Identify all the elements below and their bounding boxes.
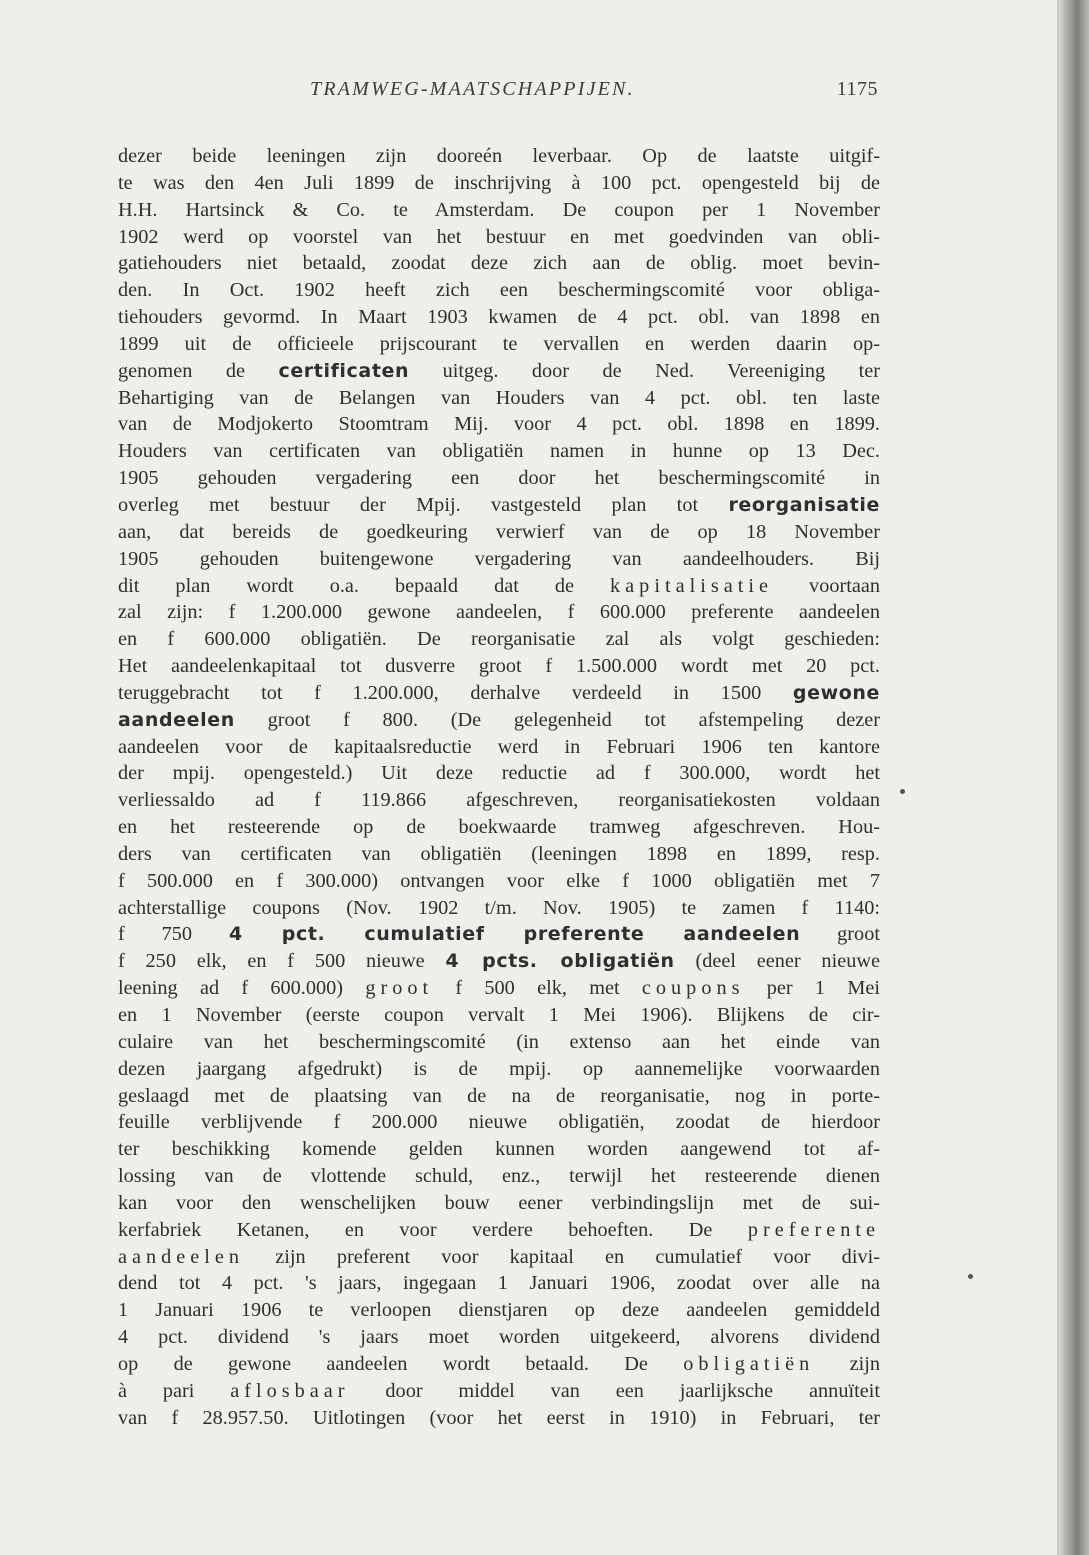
text-segment: groot f 800. (De gelegenheid tot afstempeling dezer [234,708,880,731]
text-segment: per 1 Mei [744,977,880,1000]
text-line [118,1378,880,1405]
text-line: geslaagd met de plaatsing van de na de reorganisatie, nog in porte- [118,1084,880,1107]
text-segment: à pari [118,1379,231,1402]
text-line: 1905 gehouden vergadering een door het beschermingscomité in [118,467,880,490]
text-segment: f 250 elk, en f 500 nieuwe [118,950,446,973]
text-line: feuille verblijvende f 200.000 nieuwe obligatiën, zoodat de hierdoor [118,1111,880,1134]
spaced-term: groot [365,977,434,1000]
text-line: Houders van certificaten van obligatiën namen in hunne op 13 Dec. [118,440,880,463]
text-line: kan voor den wenschelijken bouw eener verbindingslijn met de sui- [118,1191,880,1214]
text-line: aandeelen voor de kapitaalsreductie werd in Februari 1906 ten kantore [118,735,880,758]
text-line: ter beschikking komende gelden kunnen worden aangewend tot af- [118,1138,880,1161]
text-segment: leening ad f 600.000) [118,977,366,1000]
text-line: van de Modjokerto Stoomtram Mij. voor 4 pct. obl. 1898 en 1899. [118,413,880,436]
text-segment: zijn preferent voor kapitaal en cumulatief voor divi- [244,1245,880,1268]
text-segment: dit plan wordt o.a. bepaald dat de [118,574,611,597]
text-line: dezen jaargang afgedrukt) is de mpij. op aannemelijke voorwaarden [118,1057,880,1080]
text-line [118,573,880,600]
spaced-term: kapitalisatie [610,574,774,597]
text-line: te was den 4en Juli 1899 de inschrijving à 100 pct. opengesteld bij de [118,171,880,194]
text-line [118,1217,880,1244]
text-segment: f 750 [118,923,229,946]
page-number: 1175 [836,78,878,100]
text-line: den. In Oct. 1902 heeft zich een beschermingscomité voor obliga- [118,279,880,302]
text-line: zal zijn: f 1.200.000 gewone aandeelen, f 600.000 preferente aandeelen [118,601,880,624]
body-text [118,143,880,1432]
text-segment: teruggebracht tot f 1.200.000, derhalve verdeeld in 1500 [118,681,793,704]
text-line: en het resteerende op de boekwaarde tramweg afgeschreven. Hou- [118,816,880,839]
text-line [118,680,880,707]
text-segment: voortaan [773,574,881,597]
text-segment: kerfabriek Ketanen, en voor verdere behoeften. De [118,1218,748,1241]
text-segment: (deel eener nieuwe [674,950,880,973]
text-line: gatiehouders niet betaald, zoodat deze zich aan de oblig. moet bevin- [118,252,880,275]
text-segment: genomen de [118,359,279,382]
text-line [118,1351,880,1378]
spaced-term: aandeelen [118,1245,245,1268]
text-line: en f 600.000 obligatiën. De reorganisatie zal als volgt geschieden: [118,628,880,651]
text-line: dezer beide leeningen zijn dooreén leverbaar. Op de laatste uitgif- [118,145,880,167]
text-line: culaire van het beschermingscomité (in extenso aan het einde van [118,1030,880,1053]
spaced-term: aflosbaar [230,1379,350,1402]
spaced-term: obligatiën [683,1352,815,1375]
text-line [118,1244,880,1271]
text-line: 1905 gehouden buitengewone vergadering van aandeelhouders. Bij [118,547,880,570]
text-segment: groot [800,923,880,946]
text-line: 1902 werd op voorstel van het bestuur en met goedvinden van obli- [118,225,880,248]
text-line [118,707,880,734]
text-line [118,975,880,1002]
text-line: verliessaldo ad f 119.866 afgeschreven, reorganisatiekosten voldaan [118,789,880,812]
text-segment: uitgeg. door de Ned. Vereeniging ter [409,359,880,382]
text-line: 1 Januari 1906 te verloopen dienstjaren op deze aandeelen gemiddeld [118,1299,880,1322]
text-line [118,921,880,948]
bold-term: 4 pct. cumulatief preferente aandeelen [228,923,801,946]
text-line: 4 pct. dividend 's jaars moet worden uitgekeerd, alvorens dividend [118,1326,880,1349]
running-head: TRAMWEG-MAATSCHAPPIJEN. [310,78,635,100]
text-line: aan, dat bereids de goedkeuring verwierf van de op 18 November [118,520,880,543]
bold-term: certificaten [278,359,410,382]
margin-mark [968,1274,973,1279]
page-binding-edge [1059,0,1089,1555]
text-line: van f 28.957.50. Uitlotingen (voor het eerst in 1910) in Februari, ter [118,1406,880,1429]
text-line: H.H. Hartsinck & Co. te Amsterdam. De coupon per 1 November [118,198,880,221]
text-line [118,948,880,975]
text-segment: f 500 elk, met [433,977,642,1000]
text-segment: zijn [814,1352,880,1375]
bold-term: gewone [792,681,880,704]
text-segment: overleg met bestuur der Mpij. vastgesteld plan tot [118,493,729,516]
text-line: achterstallige coupons (Nov. 1902 t/m. Nov. 1905) te zamen f 1140: [118,896,880,919]
text-line [118,492,880,519]
text-line: Het aandeelenkapitaal tot dusverre groot f 1.500.000 wordt met 20 pct. [118,655,880,678]
text-line: 1899 uit de officieele prijscourant te vervallen en werden daarin op- [118,332,880,355]
bold-term: reorganisatie [728,493,880,516]
bold-term: aandeelen [118,708,235,731]
text-segment: op de gewone aandeelen wordt betaald. De [118,1352,684,1375]
margin-mark [900,789,905,794]
text-line: f 500.000 en f 300.000) ontvangen voor elke f 1000 obligatiën met 7 [118,869,880,892]
page-header [118,78,878,108]
text-line: ders van certificaten van obligatiën (leeningen 1898 en 1899, resp. [118,842,880,865]
spaced-term: coupons [641,977,745,1000]
bold-term: 4 pcts. obligatiën [445,950,675,973]
text-line: Behartiging van de Belangen van Houders van 4 pct. obl. ten laste [118,386,880,409]
text-segment: door middel van een jaarlijksche annuïteit [349,1379,880,1402]
spaced-term: preferente [747,1218,880,1241]
text-line: lossing van de vlottende schuld, enz., terwijl het resteerende dienen [118,1165,880,1188]
text-line: der mpij. opengesteld.) Uit deze reductie ad f 300.000, wordt het [118,762,880,785]
text-line: en 1 November (eerste coupon vervalt 1 Mei 1906). Blijkens de cir- [118,1004,880,1026]
text-line: tiehouders gevormd. In Maart 1903 kwamen de 4 pct. obl. van 1898 en [118,306,880,329]
text-line [118,358,880,385]
text-line: dend tot 4 pct. 's jaars, ingegaan 1 Januari 1906, zoodat over alle na [118,1272,880,1295]
